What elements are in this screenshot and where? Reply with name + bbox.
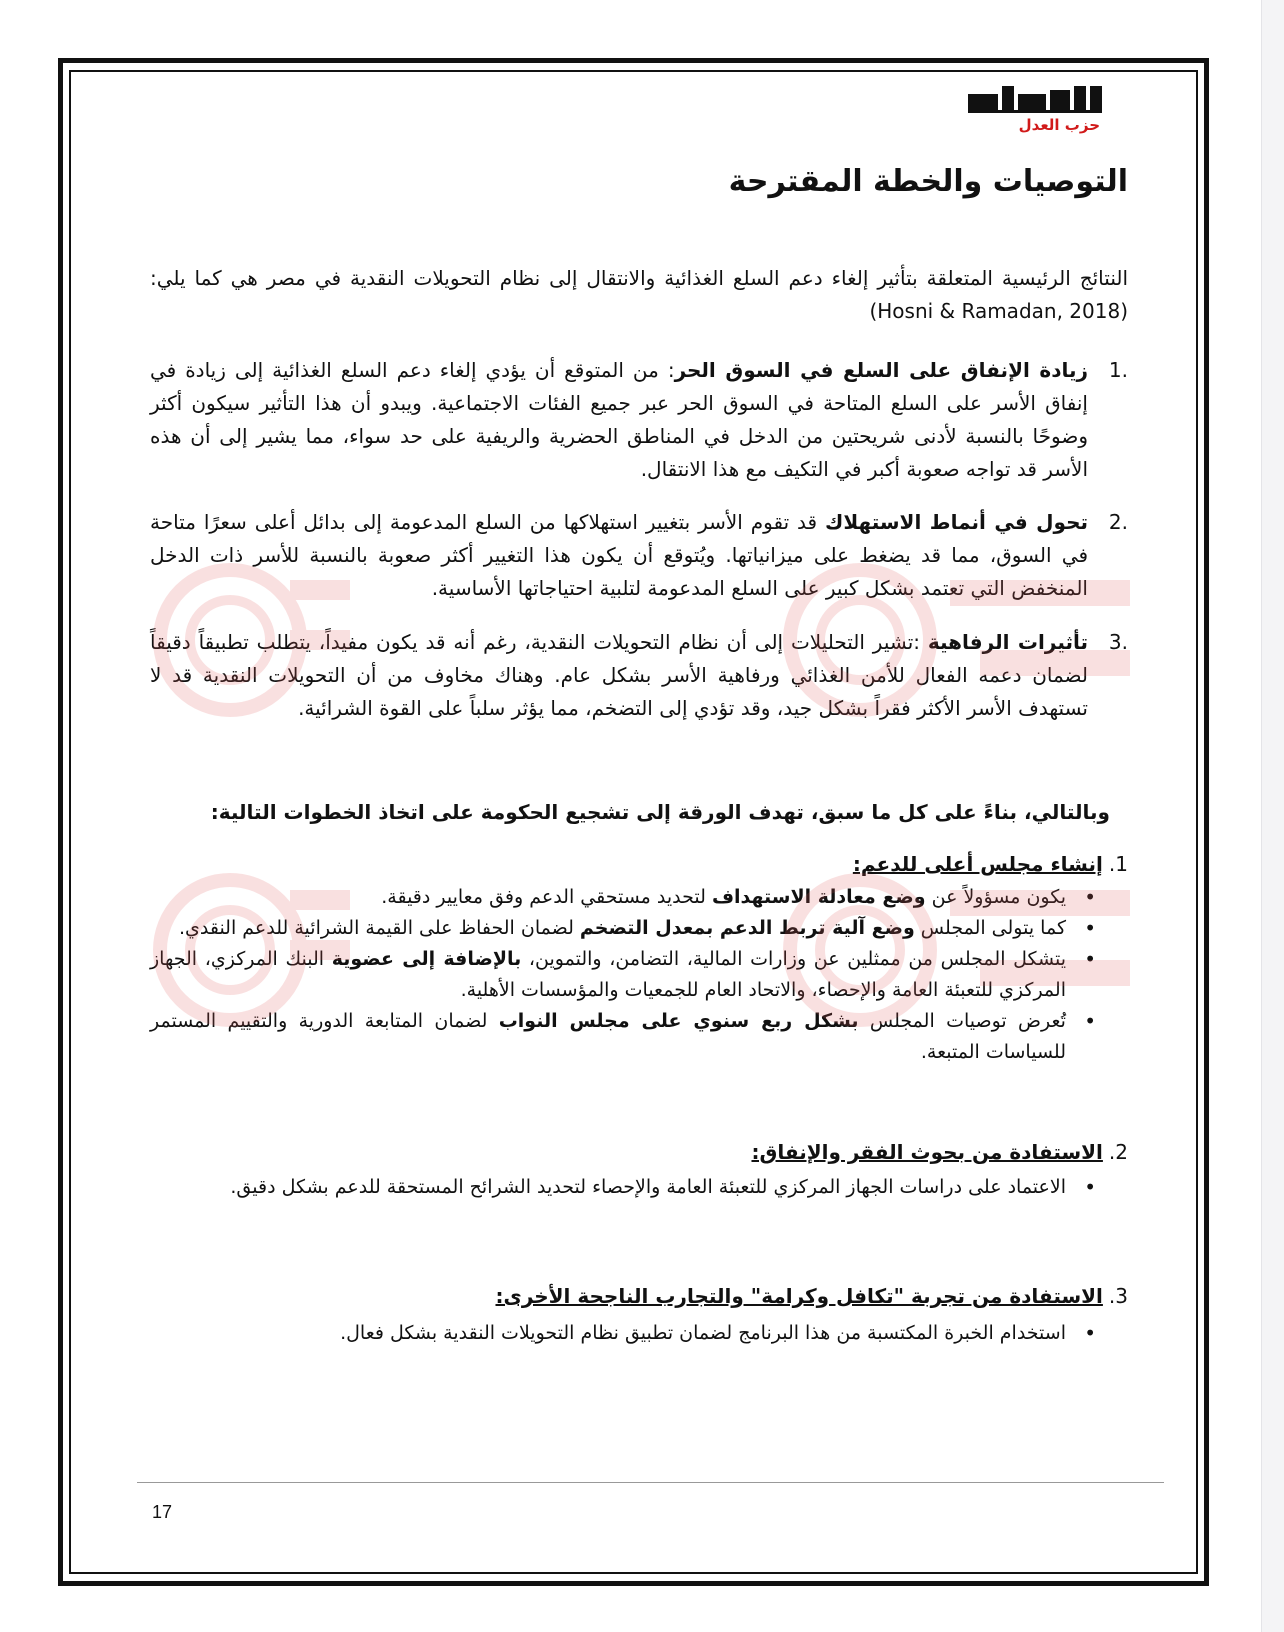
step-3-heading <box>150 1280 1128 1313</box>
step-heading-text: الاستفادة من تجربة "تكافل وكرامة" والتجارب الناجحة الأخرى: <box>495 1284 1103 1308</box>
list-item: • الاعتماد على دراسات الجهاز المركزي للتعبئة العامة والإحصاء لتحديد الشرائح المستحقة للدعم بشكل دقيق. <box>150 1172 1108 1203</box>
step-heading-text: الاستفادة من بحوث الفقر والإنفاق: <box>751 1140 1103 1164</box>
list-item: • كما يتولى المجلس وضع آلية تربط الدعم بمعدل التضخم لضمان الحفاظ على القيمة الشرائية للدعم النقدي. <box>150 913 1108 944</box>
finding-2 <box>150 506 1128 605</box>
logo-wordmark-graphic <box>968 86 1104 114</box>
finding-number: 1. <box>1108 358 1128 382</box>
step-number: 1. <box>1108 852 1128 876</box>
page-number: 17 <box>152 1502 173 1522</box>
finding-number: 2. <box>1108 510 1128 534</box>
finding-text: :تشير التحليلات إلى أن نظام التحويلات النقدية، رغم أنه قد يكون مفيداً، يتطلب تطبيقاً دقيقاً لضمان دعمه الفعال للأمن الغذائي ورفاهية الأسر بشكل عام. وهناك مخاوف من أن التحويلات النقدية قد لا تستهدف الأسر الأكثر فقراً بشكل جيد، وقد تؤدي إلى التضخم، مما يؤثر سلباً على القوة الشرائية. <box>150 630 1088 720</box>
window-edge-strip <box>1261 0 1284 1632</box>
finding-heading: زيادة الإنفاق على السلع في السوق الحر <box>674 358 1088 382</box>
intro-citation: (Hosni & Ramadan, 2018) <box>869 299 1128 323</box>
finding-text: : من المتوقع أن يؤدي إلغاء دعم السلع الغذائية إلى زيادة في إنفاق الأسر على السلع المتاحة في السوق الحر عبر جميع الفئات الاجتماعية. ويبدو أن هذا التأثير سيكون أكثر وضوحًا بالنسبة لأدنى شريحتين من الدخل في المناطق الحضرية والريفية على حد سواء، مما يشير إلى أن هذه الأسر قد تواجه صعوبة أكبر في التكيف مع هذا الانتقال. <box>150 358 1088 481</box>
finding-heading: تحول في أنماط الاستهلاك <box>825 510 1088 534</box>
finding-text: قد تقوم الأسر بتغيير استهلاكها من السلع المدعومة إلى بدائل أعلى سعرًا متاحة في السوق، مما قد يضغط على ميزانياتها. ويُتوقع أن يكون هذا التغيير أكثر صعوبة بالنسبة للأسر ذات الدخل المنخفض التي تعتمد بشكل كبير على السلع المدعومة لتلبية احتياجاتها الأساسية. <box>150 510 1088 600</box>
step-number: 2. <box>1108 1140 1128 1164</box>
list-item: • يكون مسؤولاً عن وضع معادلة الاستهداف لتحديد مستحقي الدعم وفق معايير دقيقة. <box>150 882 1108 913</box>
finding-heading: تأثيرات الرفاهية <box>927 630 1089 654</box>
step-2-heading <box>150 1136 1128 1169</box>
finding-number: 3. <box>1108 630 1128 654</box>
step-heading-text: إنشاء مجلس أعلى للدعم: <box>852 852 1103 876</box>
party-logo <box>968 86 1104 138</box>
footer-divider <box>137 1482 1164 1483</box>
step-number: 3. <box>1108 1284 1128 1308</box>
steps-lead: وبالتالي، بناءً على كل ما سبق، تهدف الورقة إلى تشجيع الحكومة على اتخاذ الخطوات التالية: <box>210 800 1110 824</box>
list-item: • استخدام الخبرة المكتسبة من هذا البرنامج لضمان تطبيق نظام التحويلات النقدية بشكل فعال. <box>150 1318 1108 1349</box>
logo-caption: حزب العدل <box>1018 116 1100 134</box>
finding-1 <box>150 354 1128 486</box>
intro-paragraph <box>150 262 1128 328</box>
intro-text: النتائج الرئيسية المتعلقة بتأثير إلغاء دعم السلع الغذائية والانتقال إلى نظام التحويلات النقدية في مصر هي كما يلي: <box>150 266 1128 290</box>
list-item: • يتشكل المجلس من ممثلين عن وزارات المالية، التضامن، والتموين، بالإضافة إلى عضوية البنك المركزي، الجهاز المركزي للتعبئة العامة والإحصاء، والاتحاد العام للجمعيات والمؤسسات الأهلية. <box>150 944 1108 1006</box>
step-1-heading <box>150 848 1128 881</box>
list-item: • تُعرض توصيات المجلس بشكل ربع سنوي على مجلس النواب لضمان المتابعة الدورية والتقييم المستمر للسياسات المتبعة. <box>150 1006 1108 1068</box>
step-3-bullets <box>150 1318 1108 1349</box>
step-1-bullets <box>150 882 1108 1068</box>
page-title: التوصيات والخطة المقترحة <box>728 164 1128 199</box>
step-2-bullets <box>150 1172 1108 1203</box>
finding-3 <box>150 626 1128 725</box>
